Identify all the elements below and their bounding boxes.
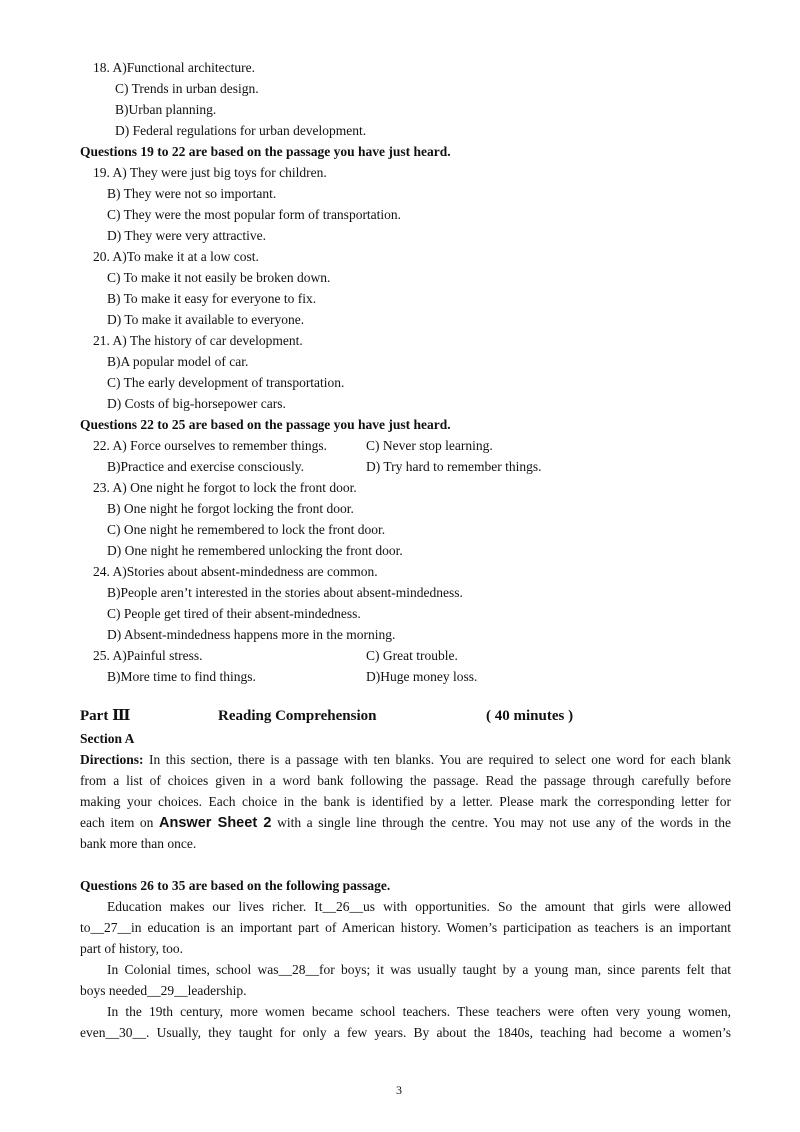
directions-text-4-pre: each item on [80, 815, 154, 830]
q25-option-c: C) Great trouble. [366, 648, 458, 663]
q25-option-a: 25. A)Painful stress. [93, 648, 203, 663]
q21-option-b: B)A popular model of car. [107, 354, 249, 369]
directions-text-4-post: with a single line through the centre. You may not use any of the words in the [277, 815, 732, 830]
q20-option-c: C) To make it not easily be broken down. [107, 270, 331, 285]
q21-option-d: D) Costs of big-horsepower cars. [107, 396, 286, 411]
q22-option-c: C) Never stop learning. [366, 438, 493, 453]
section-label: Section A [80, 731, 135, 746]
q24-option-a: 24. A)Stories about absent-mindedness are common. [93, 564, 378, 579]
section-heading-22-25: Questions 22 to 25 are based on the passage you have just heard. [80, 417, 451, 432]
directions-line-3: making your choices. Each choice in the bank is identified by a letter. Please mark the corresponding letter for [80, 794, 731, 809]
q24-option-b: B)People aren’t interested in the stories about absent-mindedness. [107, 585, 463, 600]
directions-label: Directions: [80, 752, 144, 767]
q18-option-a: 18. A)Functional architecture. [93, 60, 255, 75]
passage-p3-line-1: In the 19th century, more women became school teachers. These teachers were often very young women, [107, 1004, 731, 1019]
directions-text-1: In this section, there is a passage with ten blanks. You are required to select one word for each blank [149, 752, 731, 767]
q19-option-a: 19. A) They were just big toys for children. [93, 165, 327, 180]
q24-option-c: C) People get tired of their absent-mindedness. [107, 606, 361, 621]
q23-option-c: C) One night he remembered to lock the front door. [107, 522, 386, 537]
directions-line-5: bank more than once. [80, 836, 197, 851]
section-heading-19-22: Questions 19 to 22 are based on the passage you have just heard. [80, 144, 451, 159]
q24-option-d: D) Absent-mindedness happens more in the morning. [107, 627, 396, 642]
q20-option-a: 20. A)To make it at a low cost. [93, 249, 259, 264]
q20-option-b: B) To make it easy for everyone to fix. [107, 291, 317, 306]
passage-p2-line-2: boys needed__29__leadership. [80, 983, 247, 998]
q19-option-c: C) They were the most popular form of transportation. [107, 207, 402, 222]
q23-option-d: D) One night he remembered unlocking the front door. [107, 543, 403, 558]
q22-option-d: D) Try hard to remember things. [366, 459, 542, 474]
part-title: Reading Comprehension [218, 708, 377, 724]
q22-option-a: 22. A) Force ourselves to remember things. [93, 438, 327, 453]
page-number: 3 [396, 1083, 402, 1097]
q18-option-b: B)Urban planning. [115, 102, 217, 117]
q21-option-c: C) The early development of transportation. [107, 375, 345, 390]
passage-p3-line-2: even__30__. Usually, they taught for only a few years. By about the 1840s, teaching had become a women’s [80, 1025, 731, 1040]
directions-line-4 [80, 814, 731, 832]
passage-p1-line-2: to__27__in education is an important part of American history. Women’s participation as teachers is an important [80, 920, 731, 935]
part-label: Part Ⅲ [80, 708, 131, 724]
q25-option-b: B)More time to find things. [107, 669, 256, 684]
q23-option-a: 23. A) One night he forgot to lock the front door. [93, 480, 357, 495]
q25-option-d: D)Huge money loss. [366, 669, 478, 684]
part-time: ( 40 minutes ) [486, 708, 574, 724]
q18-option-c: C) Trends in urban design. [115, 81, 259, 96]
q19-option-d: D) They were very attractive. [107, 228, 267, 243]
q20-option-d: D) To make it available to everyone. [107, 312, 305, 327]
directions-line-1 [80, 751, 731, 768]
passage-p2-line-1: In Colonial times, school was__28__for boys; it was usually taught by a young man, since parents felt that [107, 962, 731, 977]
q19-option-b: B) They were not so important. [107, 186, 277, 201]
passage-heading: Questions 26 to 35 are based on the following passage. [80, 878, 391, 893]
passage-p1-line-3: part of history, too. [80, 941, 183, 956]
q21-option-a: 21. A) The history of car development. [93, 333, 303, 348]
q18-option-d: D) Federal regulations for urban development. [115, 123, 367, 138]
q23-option-b: B) One night he forgot locking the front door. [107, 501, 354, 516]
directions-line-2: from a list of choices given in a word bank following the passage. Read the passage through carefully before [80, 773, 731, 788]
answer-sheet-label: Answer Sheet 2 [159, 815, 272, 831]
passage-p1-line-1: Education makes our lives richer. It__26__us with opportunities. So the amount that girls were allowed [107, 899, 731, 914]
q22-option-b: B)Practice and exercise consciously. [107, 459, 305, 474]
